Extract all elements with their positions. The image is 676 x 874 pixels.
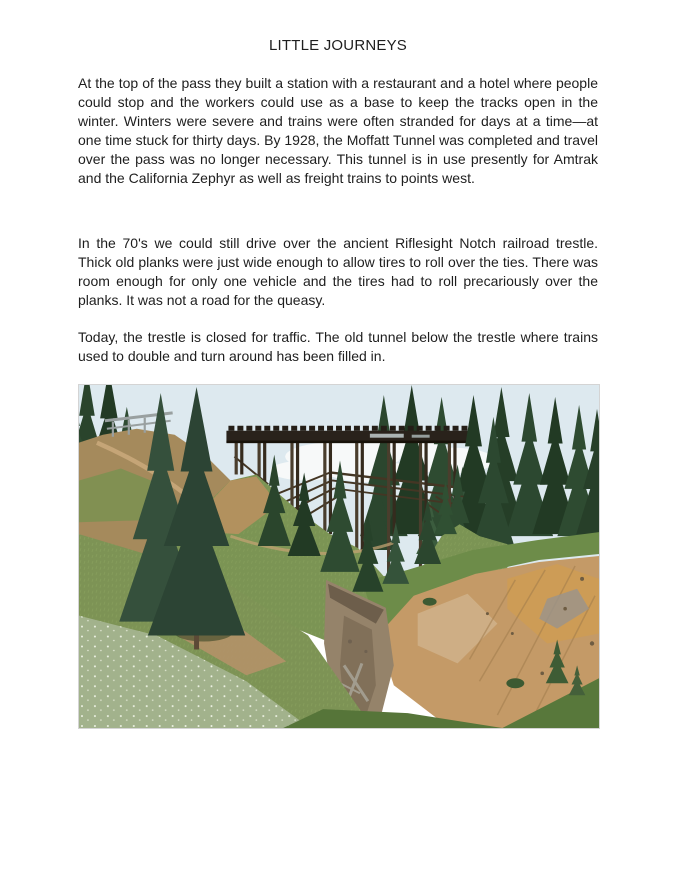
- deck-light-patch: [370, 434, 404, 438]
- deck-light-patch: [412, 435, 430, 438]
- trestle-post: [323, 441, 326, 534]
- trestle-post: [361, 441, 364, 560]
- trestle-photo-art: [79, 385, 599, 728]
- trestle-post: [240, 441, 243, 475]
- paragraph-2: In the 70's we could still drive over the ancient Riflesight Notch railroad trestle. Thick old planks were just wide enough to allow tires to roll over the ties. There was room enough for only one vehicle and the tires had to roll precariously over the planks. It was not a road for the queasy.: [78, 235, 598, 308]
- trestle-photo: [78, 384, 600, 729]
- trestle-post: [235, 441, 238, 475]
- shrub: [506, 678, 524, 688]
- spruce-trunk: [194, 634, 199, 650]
- trestle-deck-shadow: [226, 441, 467, 443]
- paragraph-3: Today, the trestle is closed for traffic. The old tunnel below the trestle where trains used to double and turn around has been filled in.: [78, 329, 598, 364]
- trestle-post: [290, 441, 293, 513]
- trestle-post: [296, 441, 299, 513]
- trestle-post: [355, 441, 358, 560]
- shrub: [423, 598, 437, 606]
- trestle-post: [387, 441, 390, 588]
- page-title: LITTLE JOURNEYS: [268, 37, 408, 54]
- paragraph-1: At the top of the pass they built a station with a restaurant and a hotel where people could stop and the workers could use as a base to keep the tracks open in the winter. Winters were severe and trains were often stranded for days at a time—at one time stuck for thirty days. By 1928, the Moffatt Tunnel was completed and travel over the pass was no longer necessary. This tunnel is in use presently for Amtrak and the California Zephyr as well as freight trains to points west.: [78, 75, 598, 186]
